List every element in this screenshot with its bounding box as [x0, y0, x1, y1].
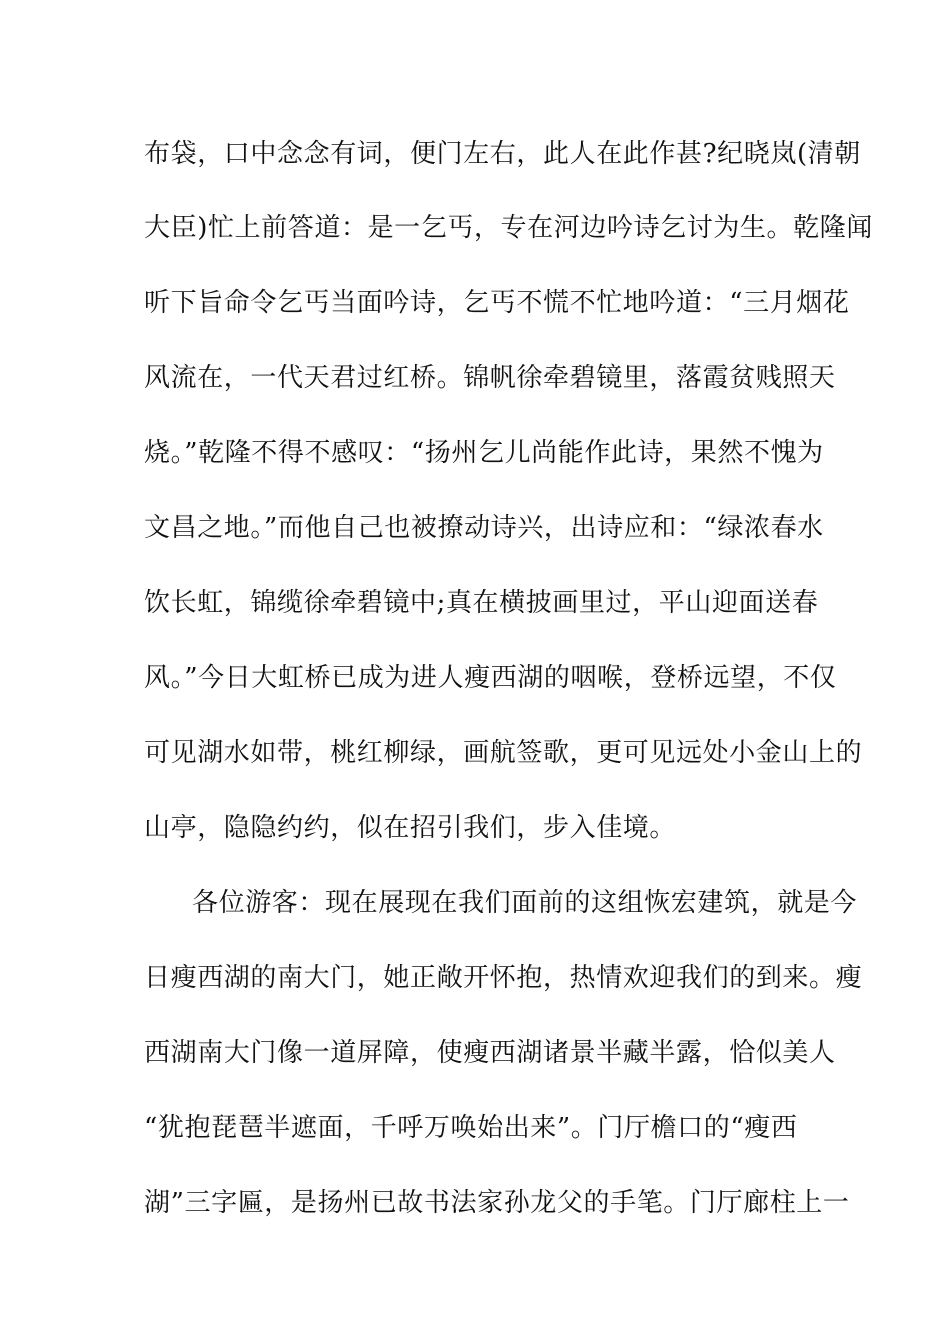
- text-line-10: 山亭，隐隐约约，似在招引我们，步入佳境。: [144, 813, 677, 843]
- text-line-7: 饮长虹，锦缆徐牵碧镜中;真在横披画里过，平山迎面送春: [144, 588, 819, 618]
- text-line-5: 烧。”乾隆不得不感叹：“扬州乞儿尚能作此诗，果然不愧为: [144, 438, 824, 468]
- text-line-2: 大臣)忙上前答道：是一乞丐，专在河边吟诗乞讨为生。乾隆闻: [144, 213, 873, 243]
- text-line-3: 听下旨命令乞丐当面吟诗，乞丐不慌不忙地吟道：“三月烟花: [144, 288, 850, 318]
- text-line-12: 日瘦西湖的南大门，她正敞开怀抱，热情欢迎我们的到来。瘦: [144, 963, 863, 993]
- text-line-14: “犹抱琵琶半遮面，千呼万唤始出来”。门厅檐口的“瘦西: [144, 1113, 798, 1143]
- text-line-13: 西湖南大门像一道屏障，使瘦西湖诸景半藏半露，恰似美人: [144, 1038, 836, 1068]
- text-line-4: 风流在，一代天君过红桥。锦帆徐牵碧镜里，落霞贫贱照天: [144, 363, 836, 393]
- text-line-1: 布袋，口中念念有词，便门左右，此人在此作甚?纪晓岚(清朝: [144, 139, 861, 169]
- text-line-6: 文昌之地。”而他自己也被撩动诗兴，出诗应和：“绿浓春水: [144, 513, 824, 543]
- text-line-9: 可见湖水如带，桃红柳绿，画航签歌，更可见远处小金山上的: [144, 738, 863, 768]
- text-line-15: 湖”三字匾，是扬州已故书法家孙龙父的手笔。门厅廊柱上一: [144, 1188, 850, 1218]
- text-line-11: 各位游客：现在展现在我们面前的这组恢宏建筑，就是今: [192, 888, 858, 918]
- text-line-8: 风。”今日大虹桥已成为进人瘦西湖的咽喉，登桥远望，不仅: [144, 663, 837, 693]
